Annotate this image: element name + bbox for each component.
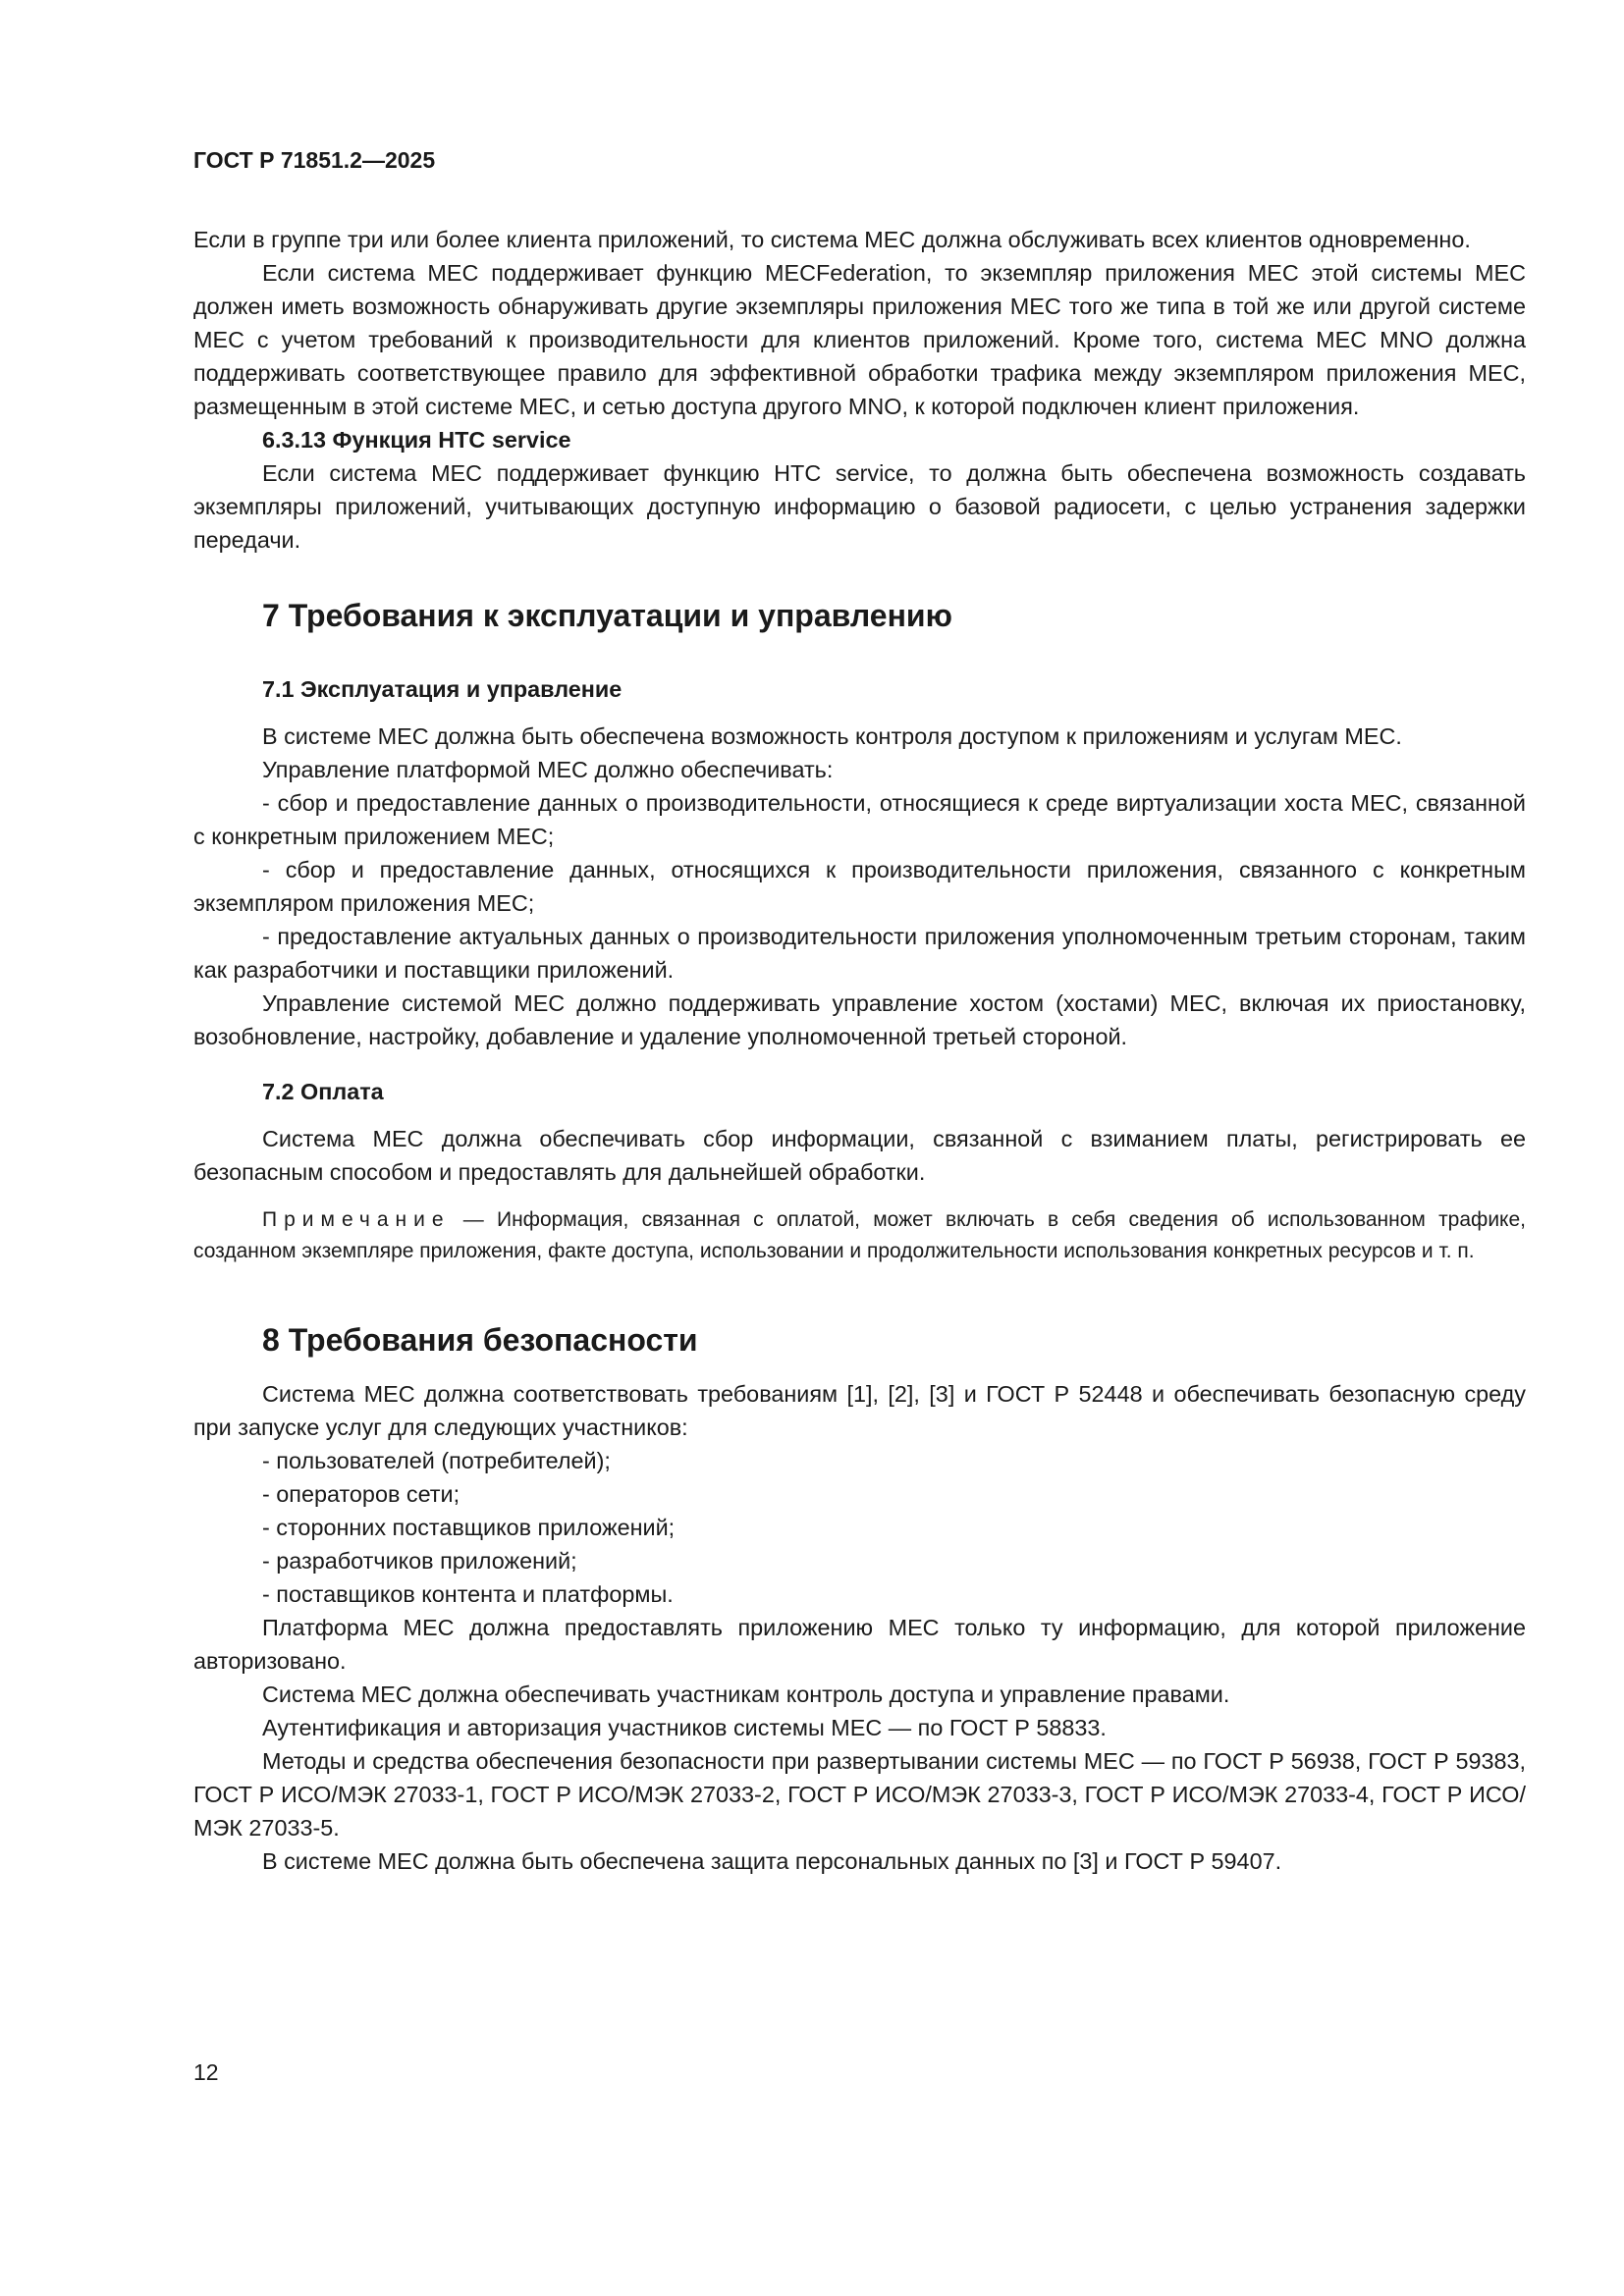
paragraph: Методы и средства обеспечения безопасности при развертывании системы МЕС — по ГОСТ Р 56938, ГОСТ Р 59383, ГОСТ Р ИСО/МЭК 27033-1, ГОСТ Р ИСО/МЭК 27033-2, ГОСТ Р ИСО/МЭК 27033-3, ГОСТ Р ИСО/МЭК 27033-4, ГОСТ Р ИСО/МЭК 27033-5. bbox=[193, 1748, 1526, 1841]
subsection-heading-6-3-13: 6.3.13 Функция HTC service bbox=[262, 427, 571, 453]
section-heading-8: 8 Требования безопасности bbox=[262, 1322, 698, 1358]
paragraph: Система МЕС должна соответствовать требованиям [1], [2], [3] и ГОСТ Р 52448 и обеспечивать безопасную среду при запуске услуг для следующих участников: bbox=[193, 1381, 1526, 1440]
list-item: - пользователей (потребителей); bbox=[262, 1448, 611, 1473]
list-item: - предоставление актуальных данных о производительности приложения уполномоченным третьим сторонам, таким как разработчики и поставщики приложений. bbox=[193, 924, 1526, 983]
paragraph: Если система МЕС поддерживает функцию HTC service, то должна быть обеспечена возможность создавать экземпляры приложений, учитывающих доступную информацию о базовой радиосети, с целью устранения задержки передачи. bbox=[193, 460, 1526, 553]
paragraph: Управление платформой МЕС должно обеспечивать: bbox=[262, 757, 834, 782]
list-item: - сбор и предоставление данных о производительности, относящиеся к среде виртуализации хоста МЕС, связанной с конкретным приложением МЕС; bbox=[193, 790, 1526, 849]
paragraph: Если в группе три или более клиента приложений, то система МЕС должна обслуживать всех клиентов одновременно. bbox=[193, 227, 1471, 252]
list-item: - поставщиков контента и платформы. bbox=[262, 1581, 674, 1607]
document-header: ГОСТ Р 71851.2—2025 bbox=[193, 147, 436, 173]
note-text: — Информация, связанная с оплатой, может включать в себя сведения об использованном трафике, созданном экземпляре приложения, факте доступа, использовании и продолжительности использования конкретных ресурсов и т. п. bbox=[193, 1208, 1526, 1262]
paragraph: Управление системой МЕС должно поддерживать управление хостом (хостами) МЕС, включая их приостановку, возобновление, настройку, добавление и удаление уполномоченной третьей стороной. bbox=[193, 990, 1526, 1049]
document-page bbox=[193, 147, 1526, 1878]
page-number: 12 bbox=[193, 2059, 219, 2085]
list-item: - разработчиков приложений; bbox=[262, 1548, 577, 1574]
subsection-heading-7-1: 7.1 Эксплуатация и управление bbox=[262, 676, 623, 702]
paragraph: Если система МЕС поддерживает функцию MECFederation, то экземпляр приложения МЕС этой системы МЕС должен иметь возможность обнаруживать другие экземпляры приложения МЕС того же типа в той же или другой системе МЕС с учетом требований к производительности для клиентов приложений. Кроме того, система МЕС MNO должна поддерживать соответствующее правило для эффективной обработки трафика между экземпляром приложения МЕС, размещенным в этой системе МЕС, и сетью доступа другого MNO, к которой подключен клиент приложения. bbox=[193, 260, 1526, 419]
subsection-heading-7-2: 7.2 Оплата bbox=[262, 1079, 384, 1104]
paragraph: Система МЕС должна обеспечивать участникам контроль доступа и управление правами. bbox=[262, 1682, 1230, 1707]
paragraph: Аутентификация и авторизация участников системы МЕС — по ГОСТ Р 58833. bbox=[262, 1715, 1107, 1740]
section-heading-7: 7 Требования к эксплуатации и управлению bbox=[262, 598, 952, 633]
paragraph: Платформа МЕС должна предоставлять приложению МЕС только ту информацию, для которой приложение авторизовано. bbox=[193, 1615, 1526, 1674]
paragraph: В системе МЕС должна быть обеспечена возможность контроля доступом к приложениям и услугам МЕС. bbox=[262, 723, 1402, 749]
note bbox=[193, 1204, 1526, 1267]
note-label: Примечание bbox=[262, 1208, 451, 1231]
list-item: - сторонних поставщиков приложений; bbox=[262, 1515, 676, 1540]
list-item: - сбор и предоставление данных, относящихся к производительности приложения, связанного с конкретным экземпляром приложения МЕС; bbox=[193, 857, 1526, 916]
paragraph: В системе МЕС должна быть обеспечена защита персональных данных по [3] и ГОСТ Р 59407. bbox=[262, 1848, 1282, 1874]
list-item: - операторов сети; bbox=[262, 1481, 460, 1507]
paragraph: Система МЕС должна обеспечивать сбор информации, связанной с взиманием платы, регистрировать ее безопасным способом и предоставлять для дальнейшей обработки. bbox=[193, 1126, 1526, 1185]
